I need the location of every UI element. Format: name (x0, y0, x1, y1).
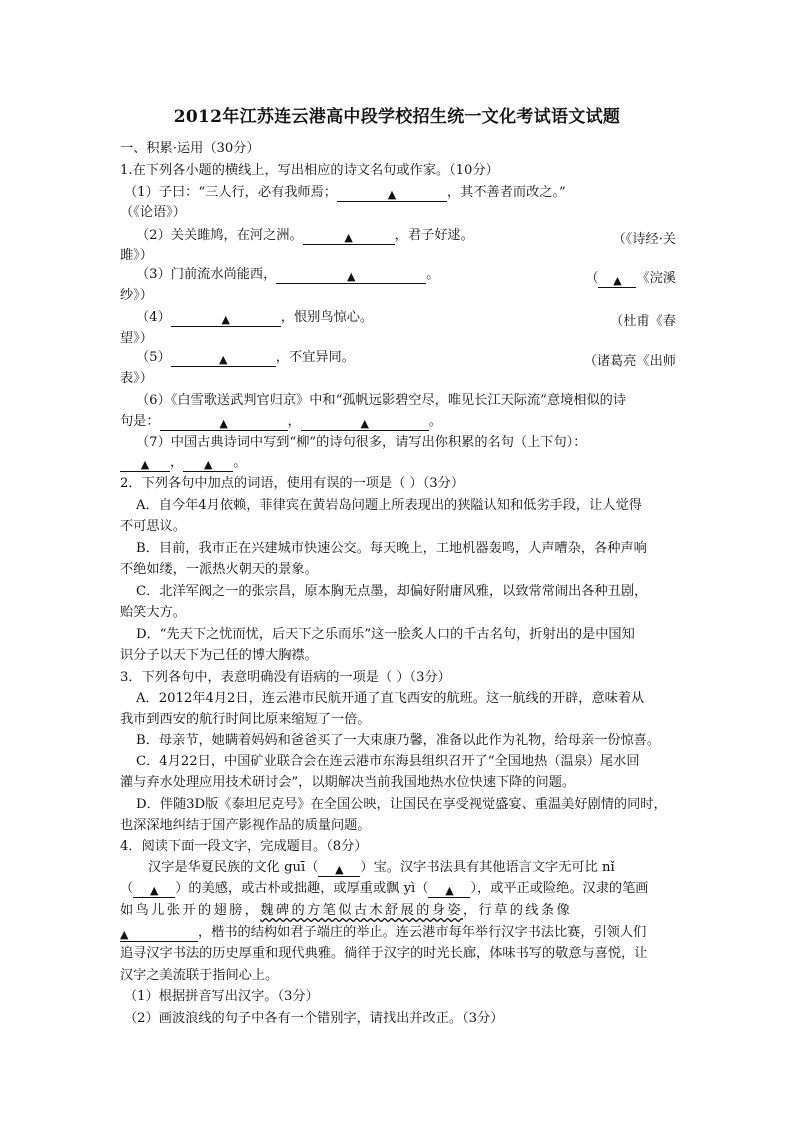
q3-option-d-cont: 也深深地纠结于国产影视作品的质量问题。 (120, 818, 371, 833)
q1-item-2-source: （《诗经·关 (612, 232, 676, 247)
q2-option-c-cont: 贻笑大方。 (120, 605, 186, 620)
q1-item-1: （1）子曰：“三人行，必有我师焉； ▲ ，其不善者而改之。” (124, 185, 566, 201)
q2-option-c: C．北洋军阀之一的张宗昌，原本胸无点墨，却偏好附庸风雅，以致常常闹出各种丑剧， (136, 584, 648, 599)
answer-blank[interactable] (276, 269, 426, 284)
author-blank[interactable] (598, 273, 636, 288)
q2-option-d-cont: 识分子以天下为己任的博大胸襟。 (120, 648, 318, 663)
triangle-marker-icon: ▲ (120, 928, 129, 941)
triangle-marker-icon: ▲ (149, 884, 159, 897)
q1-item-2-source-cont: 雎》） (120, 248, 153, 263)
q4-subquestion-1: （1）根据拼音写出汉字。（3分） (124, 989, 319, 1004)
pinyin-blank[interactable] (318, 862, 360, 877)
q1-item-5-source-cont: 表》） (120, 371, 153, 386)
q4-passage-line-4: ▲ ，楷书的结构如君子端庄的举止。连云港市每年举行汉字书法比赛，引领人们 (120, 925, 647, 941)
q1-item-5-source: （诸葛亮《出师 (583, 354, 676, 369)
answer-blank[interactable] (120, 927, 198, 942)
triangle-marker-icon: ▲ (140, 458, 150, 471)
answer-blank[interactable] (183, 457, 233, 472)
question-4-stem: 4．阅读下面一段文字，完成题目。（8分） (120, 839, 368, 854)
q4-passage-line-3: 如鸟儿张开的翅膀，魏碑的方笔似古木舒展的身姿，行草的线条像 (120, 903, 573, 918)
q2-option-b: B．目前，我市正在兴建城市快速公交。每天晚上，工地机器轰鸣，人声嘈杂，各种声响 (136, 541, 647, 556)
triangle-marker-icon: ▲ (203, 458, 213, 471)
q4-passage-line-6: 汉字之美流联于指间心上。 (120, 968, 279, 983)
q3-option-a-cont: 我市到西安的航行时间比原来缩短了一倍。 (120, 712, 371, 727)
q2-option-d: D．“先天下之忧而忧，后天下之乐而乐”这一脍炙人口的千古名句，折射出的是中国知 (136, 627, 635, 642)
triangle-marker-icon: ▲ (387, 188, 397, 201)
q3-option-a: A．2012年4月2日，连云港市民航开通了直飞西安的航班。这一航线的开辟，意味着从 (136, 691, 645, 706)
question-1-stem: 1.在下列各小题的横线上，写出相应的诗文名句或作家。（10分） (120, 163, 499, 178)
q3-option-d: D．伴随3D版《泰坦尼克号》在全国公映，让国民在享受视觉盛宴、重温美好剧情的同时， (136, 797, 667, 812)
answer-blank[interactable] (120, 457, 170, 472)
triangle-marker-icon: ▲ (347, 270, 356, 283)
q1-item-4-source: （杜甫《春 (610, 314, 676, 329)
question-3-stem: 3．下列各句中，表意明确没有语病的一项是（ ）（3分） (120, 670, 451, 685)
q1-item-6-cont: 句是： ▲ ， ▲ 。 (120, 414, 442, 430)
q1-item-3: （3）门前流水尚能西， ▲ 。 (136, 267, 440, 283)
triangle-marker-icon: ▲ (445, 884, 454, 897)
triangle-marker-icon: ▲ (221, 313, 230, 326)
q1-item-7-cont: ▲ ， ▲ 。 (120, 455, 676, 472)
answer-blank[interactable] (337, 187, 447, 202)
q1-item-3-source: （ ▲ 《浣溪 (585, 271, 676, 287)
triangle-marker-icon: ▲ (335, 863, 344, 876)
answer-blank[interactable] (303, 230, 395, 245)
q1-item-2: （2）关关雎鸠，在河之洲。 ▲ ，君子好逑。 (136, 228, 474, 244)
answer-blank[interactable] (171, 352, 276, 367)
q3-option-b: B．母亲节，她瞒着妈妈和爸爸买了一大束康乃馨，准备以此作为礼物，给母亲一份惊喜。 (136, 733, 660, 748)
q1-item-4: （4） ▲ ，恨别鸟惊心。 (136, 310, 374, 326)
triangle-marker-icon: ▲ (613, 274, 622, 287)
q4-passage-line-1: 汉字是华夏民族的文化 guī（ ▲ ）宝。汉字书法具有其他语言文字无可比 nǐ (148, 860, 615, 876)
q1-item-5: （5） ▲ ，不宜异同。 (136, 350, 355, 366)
q1-item-3-source-cont: 纱》） (120, 288, 153, 303)
page-title: 2012年江苏连云港高中段学校招生统一文化考试语文试题 (173, 107, 621, 127)
triangle-marker-icon: ▲ (219, 353, 228, 366)
q1-item-4-source-cont: 望》） (120, 331, 153, 346)
q2-option-b-cont: 不绝如缕，一派热火朝天的景象。 (120, 562, 318, 577)
q4-passage-line-5: 追寻汉字书法的历史厚重和现代典雅。徜徉于汉字的时光长廊，体味书写的敬意与喜悦，让 (120, 946, 648, 961)
q4-passage-line-2: （ ▲ ）的美感，或古朴或拙趣，或厚重或飘 yì（ ▲ ），或平正或险绝。汉隶的笔画 (120, 881, 649, 897)
triangle-marker-icon: ▲ (360, 417, 369, 430)
wavy-underlined-sentence: 魏碑的方笔似古木舒展的身姿 (260, 903, 463, 918)
pinyin-blank[interactable] (428, 883, 470, 898)
q3-option-c-cont: 灌与弃水处理应用技术研讨会”，以期解决当前我国地热水位快速下降的问题。 (120, 775, 576, 790)
q2-option-a-cont: 不可思议。 (120, 519, 186, 534)
q1-item-6: （6）《白雪歌送武判官归京》中和“孤帆远影碧空尽，唯见长江天际流”意境相似的诗 (136, 393, 627, 408)
answer-blank[interactable] (171, 312, 281, 327)
pinyin-blank[interactable] (133, 883, 175, 898)
q1-item-1-source: （《论语》） (120, 205, 186, 220)
q3-option-c: C．4月22日，中国矿业联合会在连云港市东海县组织召开了“全国地热（温泉）尾水回 (136, 754, 640, 769)
section-heading: 一、积累·运用（30分） (120, 141, 260, 156)
triangle-marker-icon: ▲ (219, 417, 228, 430)
q2-option-a: A．自今年4月依赖，菲律宾在黄岩岛问题上所表现出的狭隘认知和低劣手段，让人觉得 (136, 498, 642, 513)
answer-blank[interactable] (160, 416, 288, 431)
q1-item-7: （7）中国古典诗词中写到“柳”的诗句很多，请写出你积累的名句（上下句）： (136, 435, 587, 450)
question-2-stem: 2．下列各句中加点的词语，使用有误的一项是（ ）（3分） (120, 476, 465, 491)
q4-subquestion-2: （2）画波浪线的句子中各有一个错别字，请找出并改正。（3分） (124, 1011, 504, 1026)
triangle-marker-icon: ▲ (344, 231, 353, 244)
answer-blank[interactable] (301, 416, 429, 431)
